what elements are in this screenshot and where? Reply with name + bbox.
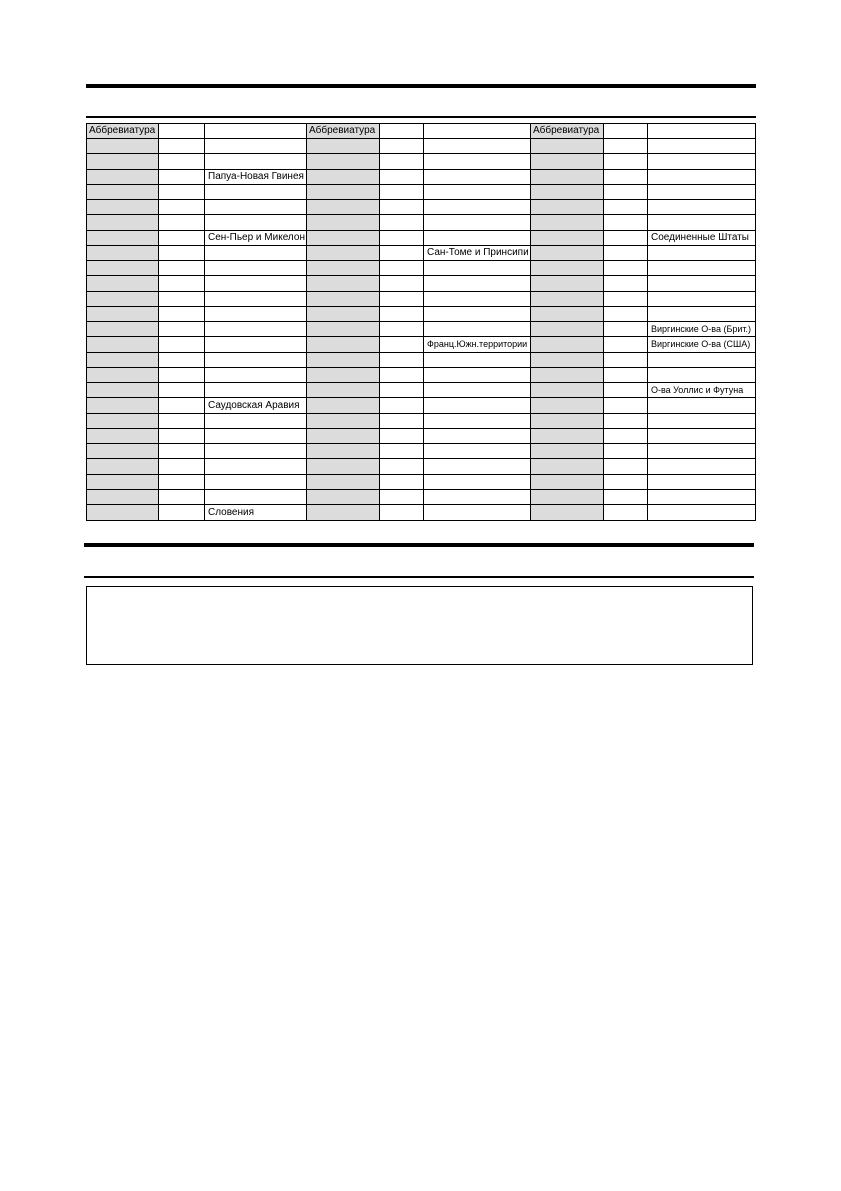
table-cell-abbr <box>531 489 604 505</box>
table-cell-abbr <box>531 336 604 352</box>
table-cell-code <box>159 138 205 154</box>
table-cell-code <box>604 489 648 505</box>
table-cell-abbr <box>87 413 159 429</box>
table-cell-name <box>205 291 307 307</box>
table-cell-name <box>205 321 307 337</box>
table-cell-code <box>159 458 205 474</box>
table-cell-code <box>380 199 424 215</box>
table-cell-code <box>159 245 205 261</box>
table-cell-name <box>648 428 755 444</box>
table-cell-code <box>380 489 424 505</box>
table-cell-name <box>205 458 307 474</box>
table-cell-code <box>380 291 424 307</box>
table-cell-abbr <box>307 382 380 398</box>
table-cell-name <box>424 306 531 322</box>
table-cell-name <box>424 138 531 154</box>
table-cell-code <box>380 443 424 459</box>
table-cell-abbr <box>307 153 380 169</box>
table-cell-name <box>205 275 307 291</box>
table-cell-code <box>604 153 648 169</box>
table-cell-code <box>159 275 205 291</box>
table-cell-code <box>604 184 648 200</box>
table-cell-name <box>424 504 531 520</box>
table-cell-code <box>380 458 424 474</box>
table-cell-name <box>424 397 531 413</box>
table-cell-abbr <box>531 504 604 520</box>
header-code <box>159 123 205 138</box>
table-cell-abbr <box>307 352 380 368</box>
country-name: Саудовская Аравия <box>205 397 307 413</box>
table-cell-name <box>648 474 755 490</box>
table-cell-name <box>205 138 307 154</box>
table-cell-code <box>159 397 205 413</box>
table-cell-code <box>604 367 648 383</box>
table-cell-name <box>424 199 531 215</box>
table-cell-abbr <box>307 397 380 413</box>
table-cell-code <box>380 382 424 398</box>
table-cell-abbr <box>307 443 380 459</box>
top-thin-rule <box>86 116 756 118</box>
table-cell-abbr <box>87 199 159 215</box>
table-cell-name <box>648 443 755 459</box>
table-cell-abbr <box>531 275 604 291</box>
table-cell-abbr <box>87 214 159 230</box>
table-cell-abbr <box>87 474 159 490</box>
table-cell-abbr <box>87 306 159 322</box>
table-cell-code <box>159 230 205 246</box>
table-cell-name <box>205 367 307 383</box>
table-cell-name <box>424 260 531 276</box>
table-cell-name <box>648 184 755 200</box>
table-cell-name <box>648 352 755 368</box>
header-code <box>604 123 648 138</box>
table-cell-abbr <box>531 367 604 383</box>
table-cell-abbr <box>87 138 159 154</box>
table-cell-abbr <box>87 489 159 505</box>
table-cell-abbr <box>531 153 604 169</box>
table-cell-code <box>159 184 205 200</box>
table-cell-name <box>424 291 531 307</box>
table-cell-code <box>380 504 424 520</box>
table-cell-abbr <box>87 245 159 261</box>
table-cell-code <box>159 489 205 505</box>
table-cell-name <box>648 458 755 474</box>
country-name: Сен-Пьер и Микелон <box>205 230 307 246</box>
table-cell-abbr <box>307 413 380 429</box>
table-cell-abbr <box>531 474 604 490</box>
table-cell-name <box>424 382 531 398</box>
table-cell-code <box>159 306 205 322</box>
table-cell-name <box>205 306 307 322</box>
table-cell-abbr <box>307 199 380 215</box>
table-cell-code <box>604 275 648 291</box>
table-cell-name <box>648 413 755 429</box>
table-cell-name <box>424 352 531 368</box>
table-cell-abbr <box>87 169 159 185</box>
table-cell-abbr <box>531 382 604 398</box>
table-cell-abbr <box>87 352 159 368</box>
table-cell-abbr <box>87 184 159 200</box>
table-cell-name <box>424 443 531 459</box>
country-name: Папуа-Новая Гвинея <box>205 169 307 185</box>
table-cell-code <box>159 413 205 429</box>
table-cell-code <box>159 336 205 352</box>
table-cell-abbr <box>307 458 380 474</box>
header-name <box>205 123 307 138</box>
table-cell-code <box>380 306 424 322</box>
table-cell-name <box>424 184 531 200</box>
table-cell-code <box>380 184 424 200</box>
table-cell-abbr <box>531 138 604 154</box>
table-cell-abbr <box>307 336 380 352</box>
table-cell-name <box>424 321 531 337</box>
country-name: Франц.Южн.территории <box>424 336 531 352</box>
table-cell-name <box>205 474 307 490</box>
header-name <box>648 123 755 138</box>
table-cell-abbr <box>307 428 380 444</box>
table-cell-code <box>380 214 424 230</box>
table-cell-name <box>648 504 755 520</box>
table-cell-abbr <box>531 428 604 444</box>
table-cell-code <box>604 199 648 215</box>
table-cell-code <box>604 428 648 444</box>
table-cell-name <box>648 199 755 215</box>
table-cell-code <box>604 245 648 261</box>
table-cell-code <box>380 413 424 429</box>
bottom-thick-rule <box>84 543 754 547</box>
table-cell-name <box>424 169 531 185</box>
table-cell-code <box>380 474 424 490</box>
table-cell-abbr <box>87 504 159 520</box>
table-cell-abbr <box>87 260 159 276</box>
table-cell-code <box>380 321 424 337</box>
table-cell-name <box>205 214 307 230</box>
table-cell-name <box>205 153 307 169</box>
table-cell-abbr <box>307 367 380 383</box>
table-cell-name <box>205 199 307 215</box>
table-cell-code <box>604 260 648 276</box>
table-cell-code <box>380 367 424 383</box>
table-cell-abbr <box>531 260 604 276</box>
table-cell-abbr <box>307 291 380 307</box>
table-cell-code <box>159 352 205 368</box>
table-cell-code <box>380 230 424 246</box>
country-name: Виргинские О-ва (Брит.) <box>648 321 755 337</box>
table-cell-code <box>380 428 424 444</box>
table-cell-code <box>159 291 205 307</box>
country-name: Сан-Томе и Принсипи <box>424 245 531 261</box>
table-cell-abbr <box>531 443 604 459</box>
table-cell-name <box>648 245 755 261</box>
note-box <box>86 586 753 665</box>
table-cell-abbr <box>87 428 159 444</box>
table-cell-code <box>380 169 424 185</box>
table-cell-abbr <box>307 321 380 337</box>
table-cell-code <box>159 443 205 459</box>
table-cell-abbr <box>531 458 604 474</box>
table-cell-abbr <box>531 321 604 337</box>
table-cell-name <box>205 489 307 505</box>
header-abbreviation: Аббревиатура <box>87 123 159 138</box>
table-cell-abbr <box>531 199 604 215</box>
table-cell-code <box>380 352 424 368</box>
table-cell-name <box>205 382 307 398</box>
table-cell-code <box>604 214 648 230</box>
table-cell-code <box>380 153 424 169</box>
country-name: О-ва Уоллис и Футуна <box>648 382 755 398</box>
table-cell-code <box>604 291 648 307</box>
table-cell-name <box>424 489 531 505</box>
table-cell-name <box>648 169 755 185</box>
bottom-thin-rule <box>84 576 754 578</box>
country-abbreviation-table <box>86 123 756 521</box>
country-name: Соединенные Штаты <box>648 230 755 246</box>
table-cell-name <box>648 260 755 276</box>
table-cell-abbr <box>307 474 380 490</box>
table-cell-abbr <box>307 169 380 185</box>
table-cell-abbr <box>307 138 380 154</box>
table-cell-code <box>604 413 648 429</box>
table-cell-name <box>424 367 531 383</box>
table-cell-abbr <box>87 397 159 413</box>
header-abbreviation: Аббревиатура <box>531 123 604 138</box>
table-cell-code <box>159 321 205 337</box>
table-cell-name <box>648 153 755 169</box>
table-cell-name <box>648 275 755 291</box>
table-cell-abbr <box>531 397 604 413</box>
table-cell-name <box>424 230 531 246</box>
table-cell-abbr <box>87 336 159 352</box>
table-cell-abbr <box>531 184 604 200</box>
table-cell-name <box>424 428 531 444</box>
table-cell-name <box>648 291 755 307</box>
table-cell-name <box>648 138 755 154</box>
table-cell-abbr <box>87 321 159 337</box>
table-cell-code <box>159 428 205 444</box>
table-cell-abbr <box>531 230 604 246</box>
table-cell-code <box>380 260 424 276</box>
table-cell-code <box>159 260 205 276</box>
table-cell-code <box>604 458 648 474</box>
header-abbreviation: Аббревиатура <box>307 123 380 138</box>
table-cell-code <box>380 397 424 413</box>
table-cell-abbr <box>87 230 159 246</box>
table-cell-code <box>604 138 648 154</box>
table-cell-abbr <box>307 504 380 520</box>
country-name: Словения <box>205 504 307 520</box>
table-cell-code <box>159 153 205 169</box>
table-cell-abbr <box>307 184 380 200</box>
table-cell-name <box>205 184 307 200</box>
table-cell-code <box>604 352 648 368</box>
table-cell-code <box>159 382 205 398</box>
table-cell-name <box>205 352 307 368</box>
table-cell-name <box>648 397 755 413</box>
table-cell-code <box>159 367 205 383</box>
table-cell-abbr <box>531 169 604 185</box>
table-cell-abbr <box>87 153 159 169</box>
table-cell-abbr <box>307 275 380 291</box>
table-cell-name <box>424 153 531 169</box>
table-cell-name <box>424 458 531 474</box>
table-cell-abbr <box>87 275 159 291</box>
table-cell-name <box>648 367 755 383</box>
table-cell-code <box>159 504 205 520</box>
table-cell-code <box>380 275 424 291</box>
table-cell-code <box>604 169 648 185</box>
table-cell-code <box>380 245 424 261</box>
table-cell-name <box>424 413 531 429</box>
table-cell-code <box>159 474 205 490</box>
table-cell-name <box>205 413 307 429</box>
table-cell-name <box>648 214 755 230</box>
table-cell-abbr <box>531 214 604 230</box>
table-cell-abbr <box>531 291 604 307</box>
table-cell-name <box>205 260 307 276</box>
header-name <box>424 123 531 138</box>
table-cell-name <box>424 275 531 291</box>
table-cell-name <box>648 306 755 322</box>
table-cell-abbr <box>531 306 604 322</box>
table-cell-code <box>380 336 424 352</box>
table-cell-name <box>424 214 531 230</box>
table-cell-code <box>604 443 648 459</box>
top-thick-rule <box>86 84 756 88</box>
table-cell-code <box>604 504 648 520</box>
table-cell-abbr <box>87 443 159 459</box>
table-cell-code <box>159 214 205 230</box>
table-cell-abbr <box>307 214 380 230</box>
table-cell-code <box>604 336 648 352</box>
table-cell-name <box>205 428 307 444</box>
table-cell-code <box>159 199 205 215</box>
table-cell-name <box>205 336 307 352</box>
table-cell-abbr <box>307 230 380 246</box>
table-cell-abbr <box>531 352 604 368</box>
table-cell-abbr <box>307 245 380 261</box>
table-cell-code <box>604 474 648 490</box>
table-cell-name <box>205 443 307 459</box>
table-cell-abbr <box>307 260 380 276</box>
header-code <box>380 123 424 138</box>
table-cell-code <box>604 321 648 337</box>
table-cell-abbr <box>87 291 159 307</box>
table-cell-abbr <box>87 367 159 383</box>
table-cell-abbr <box>531 245 604 261</box>
table-cell-name <box>205 245 307 261</box>
table-cell-code <box>604 397 648 413</box>
table-cell-code <box>380 138 424 154</box>
country-name: Виргинские О-ва (США) <box>648 336 755 352</box>
table-cell-abbr <box>307 489 380 505</box>
table-cell-code <box>604 230 648 246</box>
table-cell-code <box>604 382 648 398</box>
table-cell-abbr <box>87 458 159 474</box>
table-cell-abbr <box>87 382 159 398</box>
table-cell-abbr <box>307 306 380 322</box>
table-cell-name <box>648 489 755 505</box>
table-cell-code <box>604 306 648 322</box>
table-cell-code <box>159 169 205 185</box>
table-cell-abbr <box>531 413 604 429</box>
table-cell-name <box>424 474 531 490</box>
